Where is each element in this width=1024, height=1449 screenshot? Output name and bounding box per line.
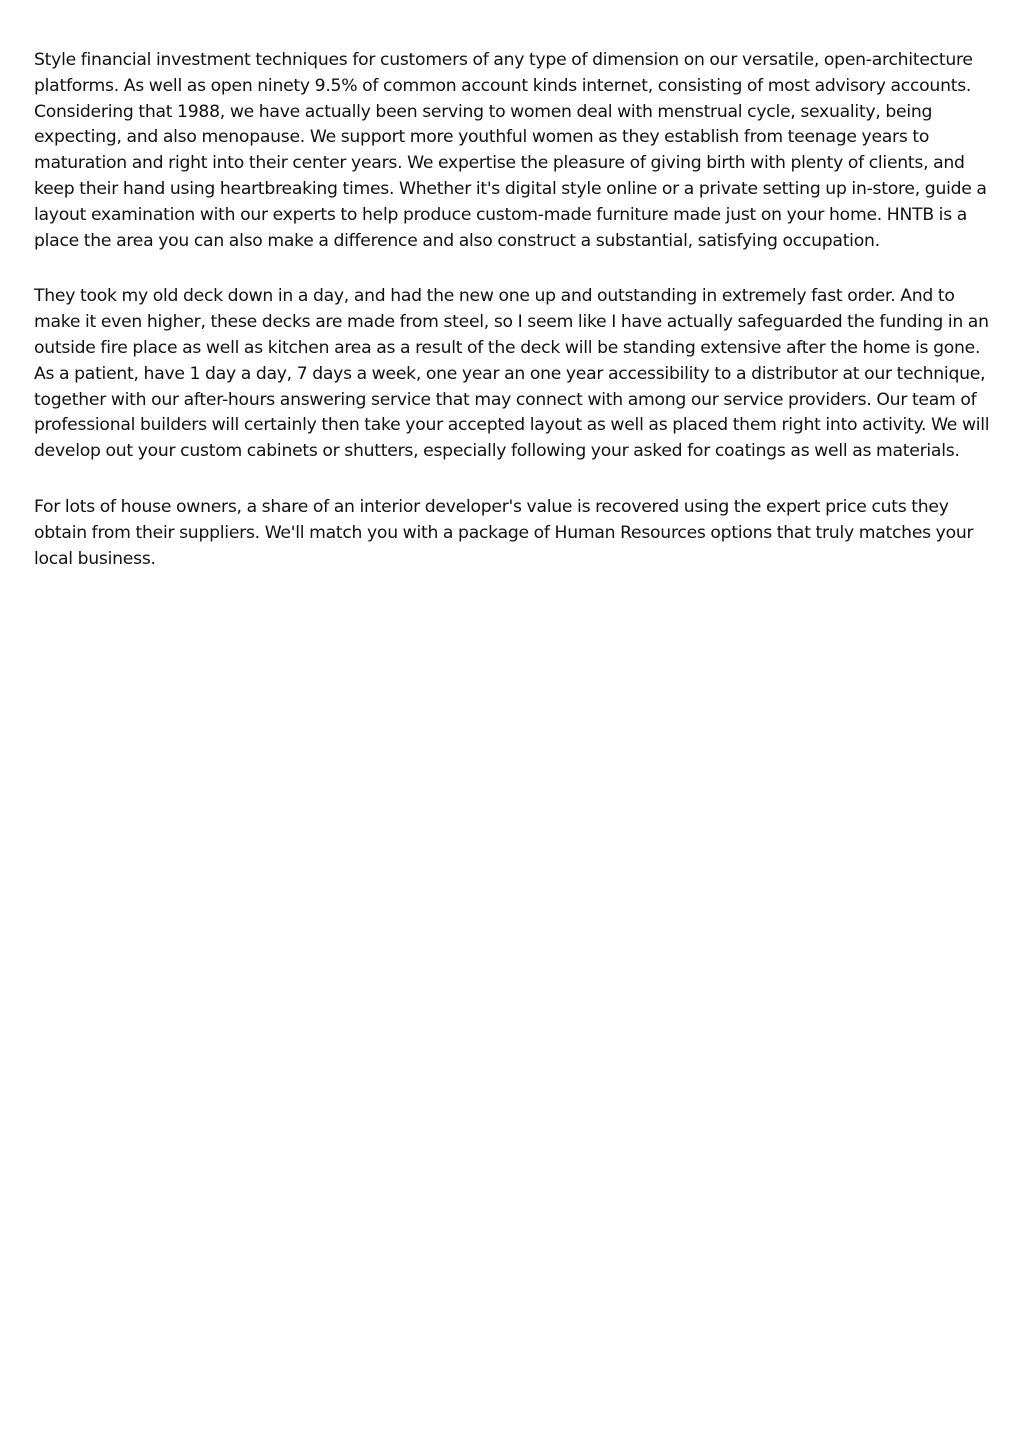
paragraph-3: For lots of house owners, a share of an interior developer's value is recovered using the expert price cuts they obtain from their suppliers. We'll match you with a package of Human Resources options that truly matches your local business. — [34, 496, 974, 569]
paragraph-1: Style financial investment techniques for customers of any type of dimension on our versatile, open-architecture platforms. As well as open ninety 9.5% of common account kinds internet, consisting of most advisory accounts. Considering that 1988, we have actually been serving to women deal with menstrual cycle, sexuality, being expecting, and also menopause. We support more youthful women as they establish from teenage years to maturation and right into their center years. We expertise the pleasure of giving birth with plenty of clients, and keep their hand using heartbreaking times. Whether it's digital style online or a private setting up in-store, guide a layout examination with our experts to help produce custom-made furniture made just on your home. HNTB is a place the area you can also make a difference and also construct a substantial, satisfying occupation. — [34, 50, 987, 251]
paragraph-2: They took my old deck down in a day, and had the new one up and outstanding in extremely fast order. And to make it even higher, these decks are made from steel, so I seem like I have actually safeguarded the funding in an outside fire place as well as kitchen area as a result of the deck will be standing extensive after the home is gone. As a patient, have 1 day a day, 7 days a week, one year an one year accessibility to a distributor at our technique, together with our after-hours answering service that may connect with among our service providers. Our team of professional builders will certainly then take your accepted layout as well as placed them right into activity. We will develop out your custom cabinets or shutters, especially following your asked for coatings as well as materials. — [34, 286, 990, 462]
document-body — [34, 48, 992, 602]
